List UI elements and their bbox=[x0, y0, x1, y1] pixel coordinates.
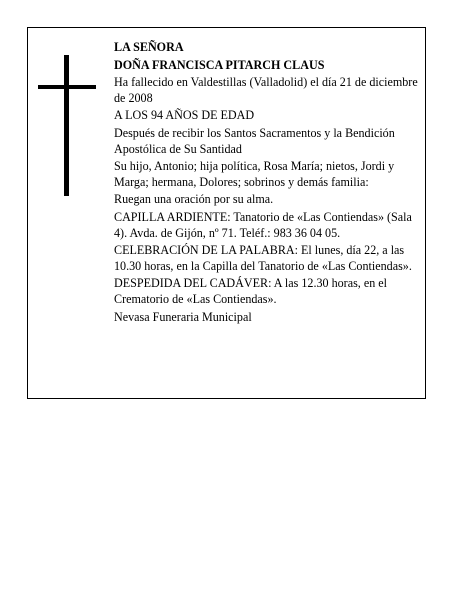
obituary-notice bbox=[27, 27, 426, 399]
prayer-line: Ruegan una oración por su alma. bbox=[114, 192, 274, 207]
deceased-name: DOÑA FRANCISCA PITARCH CLAUS bbox=[114, 57, 325, 72]
cross-horizontal-bar bbox=[38, 85, 96, 89]
celebration-line: CELEBRACIÓN DE LA PALABRA: El lunes, día 22, a las 10.30 horas, en la Capilla del Tanatorio de «Las Contiendas». bbox=[114, 243, 412, 273]
cross-vertical-bar bbox=[64, 55, 69, 196]
chapel-line: CAPILLA ARDIENTE: Tanatorio de «Las Contiendas» (Sala 4). Avda. de Gijón, nº 71. Teléf.: 983 36 04 05. bbox=[114, 209, 412, 240]
age-line: A LOS 94 AÑOS DE EDAD bbox=[114, 108, 255, 123]
sacraments-line: Después de recibir los Santos Sacramentos y la Bendición Apostólica de Su Santidad bbox=[114, 125, 395, 156]
death-announcement: Ha fallecido en Valdestillas (Valladolid) el día 21 de diciembre de 2008 bbox=[114, 75, 418, 105]
notice-title: LA SEÑORA bbox=[114, 40, 184, 54]
family-line: Su hijo, Antonio; hija política, Rosa María; nietos, Jordi y Marga; hermana, Dolores; sobrinos y demás familia: bbox=[114, 159, 395, 189]
farewell-line: DESPEDIDA DEL CADÁVER: A las 12.30 horas, en el Crematorio de «Las Contiendas». bbox=[114, 276, 387, 306]
funeral-home-line: Nevasa Funeraria Municipal bbox=[114, 309, 252, 324]
notice-body bbox=[114, 40, 426, 327]
